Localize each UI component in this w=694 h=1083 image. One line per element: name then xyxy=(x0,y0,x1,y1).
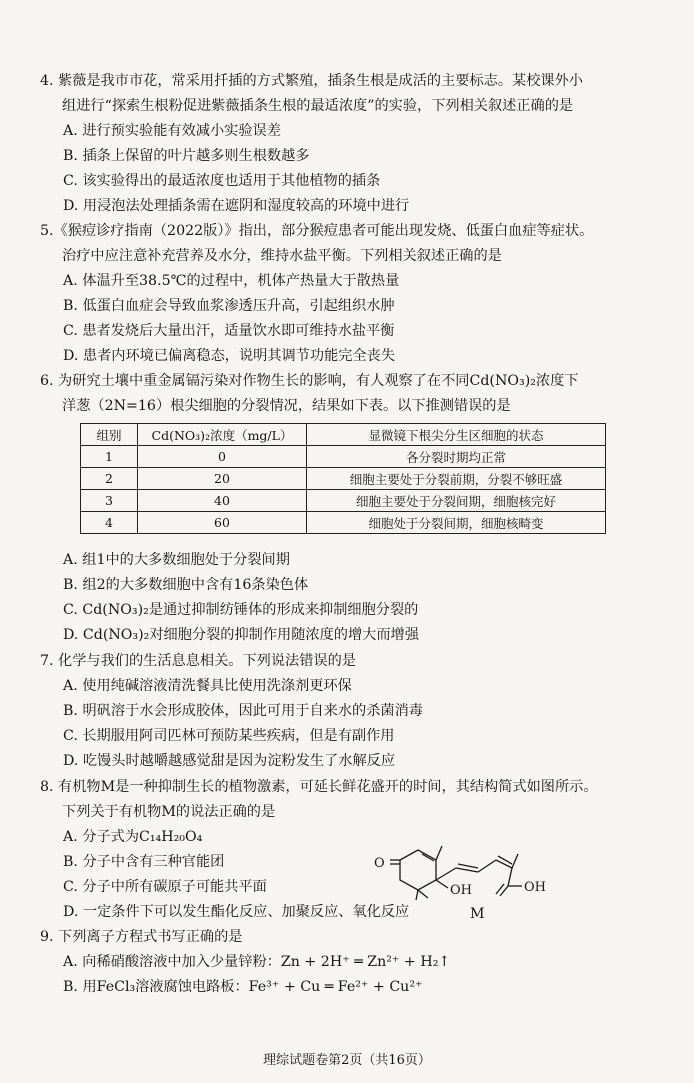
q8-option-b: B. 分子中含有三种官能团 xyxy=(63,854,225,870)
q5-option-a: A. 体温升至38.5℃的过程中，机体产热量大于散热量 xyxy=(63,273,400,289)
table-cell: 1 xyxy=(81,446,138,468)
table-header-row xyxy=(81,424,606,446)
chain-double-bond xyxy=(458,864,478,868)
q4-option-a: A. 进行预实验能有效减小实验误差 xyxy=(63,123,281,139)
gem-dimethyl-bond-1 xyxy=(416,890,418,900)
molecule-m-structure xyxy=(372,838,582,902)
q4-option-d: D. 用浸泡法处理插条需在遮阴和湿度较高的环境中进行 xyxy=(63,198,410,214)
oh-bond xyxy=(436,880,448,888)
q4-stem-line2: 组进行“探索生根粉促进紫薇插条生根的最适浓度”的实验，下列相关叙述正确的是 xyxy=(62,98,574,114)
q7-option-a: A. 使用纯碱溶液清洗餐具比使用洗涤剂更环保 xyxy=(63,678,352,694)
table-header: 组别 xyxy=(81,424,138,446)
carboxyl-oh-label: OH xyxy=(524,880,546,895)
q8-stem-line1: 8. 有机物M是一种抑制生长的植物激素，可延长鲜花盛开的时间，其结构简式如图所示。 xyxy=(40,779,598,795)
table-cell: 2 xyxy=(81,468,138,490)
chain-bond-5 xyxy=(508,868,512,886)
gem-dimethyl-bond-2 xyxy=(418,890,428,898)
q7-option-b: B. 明矾溶于水会形成胶体，因此可用于自来水的杀菌消毒 xyxy=(63,703,423,719)
q4-stem-line1: 4. 紫薇是我市市花，常采用扦插的方式繁殖，插条生根是成活的主要标志。某校课外小 xyxy=(40,73,583,89)
q4-option-c: C. 该实验得出的最适浓度也适用于其他植物的插条 xyxy=(63,173,381,189)
chain-bond-4 xyxy=(496,860,512,868)
chain-bond-2 xyxy=(456,868,478,872)
page-footer: 理综试题卷第2页（共16页） xyxy=(263,1053,431,1068)
q6-results-table xyxy=(80,423,606,534)
q6-option-a: A. 组1中的大多数细胞处于分裂间期 xyxy=(63,552,290,568)
table-header: 显微镜下根尖分生区细胞的状态 xyxy=(307,424,606,446)
table-cell: 60 xyxy=(138,512,307,534)
q9-option-a: A. 向稀硝酸溶液中加入少量锌粉：Zn + 2H⁺ ═ Zn²⁺ + H₂↑ xyxy=(63,954,451,970)
q6-stem-line1: 6. 为研究土壤中重金属镉污染对作物生长的影响，有人观察了在不同Cd(NO₃)₂浓度下 xyxy=(40,373,579,389)
table-row xyxy=(81,490,606,512)
q6-option-d: D. Cd(NO₃)₂对细胞分裂的抑制作用随浓度的增大而增强 xyxy=(63,627,419,643)
q7-stem: 7. 化学与我们的生活息息相关。下列说法错误的是 xyxy=(40,653,356,669)
table-cell: 各分裂时期均正常 xyxy=(307,446,606,468)
q5-stem-line1: 5.《猴痘诊疗指南（2022版）》指出，部分猴痘患者可能出现发烧、低蛋白血症等症状。 xyxy=(40,223,594,239)
table-cell: 40 xyxy=(138,490,307,512)
methyl-bond-2 xyxy=(512,854,518,868)
table-cell: 细胞主要处于分裂间期，细胞核完好 xyxy=(307,490,606,512)
table-cell: 细胞处于分裂间期，细胞核畸变 xyxy=(307,512,606,534)
table-header: Cd(NO₃)₂浓度（mg/L） xyxy=(138,424,307,446)
table-row xyxy=(81,468,606,490)
ketone-o-label: O xyxy=(374,856,385,871)
q7-option-d: D. 吃馒头时越嚼越感觉甜是因为淀粉发生了水解反应 xyxy=(63,753,396,769)
table-cell: 细胞主要处于分裂前期，分裂不够旺盛 xyxy=(307,468,606,490)
chain-bond-1 xyxy=(436,868,456,880)
hydroxyl-label: OH xyxy=(450,883,472,898)
table-cell: 4 xyxy=(81,512,138,534)
table-row xyxy=(81,512,606,534)
q5-option-d: D. 患者内环境已偏离稳态，说明其调节功能完全丧失 xyxy=(63,348,396,364)
table-cell: 0 xyxy=(138,446,307,468)
q8-option-c: C. 分子中所有碳原子可能共平面 xyxy=(63,879,267,895)
q7-option-c: C. 长期服用阿司匹林可预防某些疾病，但是有副作用 xyxy=(63,728,395,744)
table-cell: 3 xyxy=(81,490,138,512)
q5-option-c: C. 患者发烧后大量出汗，适量饮水即可维持水盐平衡 xyxy=(63,323,395,339)
q9-stem: 9. 下列离子方程式书写正确的是 xyxy=(40,929,243,945)
cyclohexenone-ring xyxy=(400,850,436,890)
q6-option-c: C. Cd(NO₃)₂是通过抑制纺锤体的形成来抑制细胞分裂的 xyxy=(63,602,419,618)
q5-stem-line2: 治疗中应注意补充营养及水分，维持水盐平衡。下列相关叙述正确的是 xyxy=(62,248,502,264)
molecule-m-label: M xyxy=(470,906,485,922)
q5-option-b: B. 低蛋白血症会导致血浆渗透压升高，引起组织水肿 xyxy=(63,298,395,314)
methyl-bond xyxy=(436,846,442,860)
q8-stem-line2: 下列关于有机物M的说法正确的是 xyxy=(62,804,276,820)
table-row xyxy=(81,446,606,468)
chain-bond-3 xyxy=(478,860,496,872)
q8-option-a: A. 分子式为C₁₄H₂₀O₄ xyxy=(63,829,203,845)
q6-stem-line2: 洋葱（2N=16）根尖细胞的分裂情况，结果如下表。以下推测错误的是 xyxy=(62,398,511,414)
chain-double-bond-2 xyxy=(498,856,512,864)
q6-option-b: B. 组2的大多数细胞中含有16条染色体 xyxy=(63,577,309,593)
table-cell: 20 xyxy=(138,468,307,490)
q9-option-b: B. 用FeCl₃溶液腐蚀电路板：Fe³⁺ + Cu ═ Fe²⁺ + Cu²⁺ xyxy=(63,979,423,995)
q8-option-d: D. 一定条件下可以发生酯化反应、加聚反应、氧化反应 xyxy=(63,904,410,920)
q4-option-b: B. 插条上保留的叶片越多则生根数越多 xyxy=(63,148,310,164)
